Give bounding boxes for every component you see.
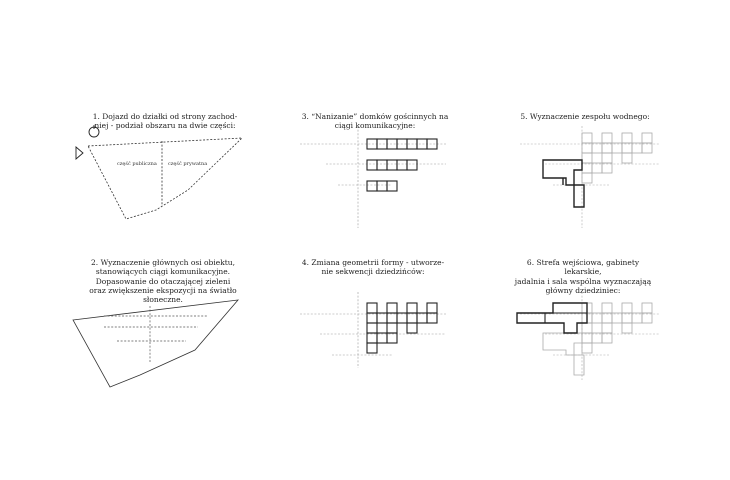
guest-house-module	[622, 313, 632, 323]
water-zone-outline	[543, 333, 584, 375]
step-1-diagram	[76, 125, 242, 219]
house-module	[407, 323, 417, 333]
guest-house-module	[592, 143, 602, 153]
public-zone-label: część publiczna	[117, 161, 157, 167]
guest-house-module	[582, 323, 592, 333]
guest-house-module	[582, 343, 592, 353]
house-module	[387, 181, 397, 191]
house-module	[367, 343, 377, 353]
step-4-diagram	[300, 292, 446, 368]
guest-house-module	[602, 163, 612, 173]
guest-house-module	[612, 143, 622, 153]
guest-house-module	[602, 303, 612, 313]
guest-house-module	[632, 143, 642, 153]
guest-house-module	[602, 133, 612, 143]
guest-house-module	[642, 303, 652, 313]
step-6-diagram	[517, 292, 660, 380]
guest-house-module	[602, 323, 612, 333]
house-module	[377, 139, 387, 149]
house-module	[427, 303, 437, 313]
guest-house-module	[592, 333, 602, 343]
guest-house-module	[602, 143, 612, 153]
house-module	[367, 333, 377, 343]
house-module	[367, 313, 377, 323]
house-module	[367, 303, 377, 313]
guest-house-module	[632, 313, 642, 323]
house-module	[377, 181, 387, 191]
guest-house-module	[622, 303, 632, 313]
guest-house-module	[582, 143, 592, 153]
guest-house-module	[642, 143, 652, 153]
house-module	[397, 160, 407, 170]
house-module	[407, 303, 417, 313]
house-module	[367, 323, 377, 333]
guest-house-module	[592, 313, 602, 323]
house-module	[387, 313, 397, 323]
guest-house-module	[602, 333, 612, 343]
guest-house-module	[582, 133, 592, 143]
entrance-zone-outline	[517, 303, 587, 333]
guest-house-module	[622, 153, 632, 163]
guest-house-module	[602, 313, 612, 323]
step-2-caption: 2. Wyznaczenie głównych osi obiektu, stanowiących ciągi komunikacyjne. Dopasowanie do otaczającej zieleni oraz zwiększenie ekspozycji na światło słoneczne.	[89, 258, 237, 305]
house-module	[417, 313, 427, 323]
step-5-diagram	[520, 126, 660, 228]
guest-house-module	[582, 153, 592, 163]
house-module	[407, 160, 417, 170]
guest-house-module	[642, 133, 652, 143]
guest-house-module	[622, 323, 632, 333]
guest-house-module	[582, 173, 592, 183]
clock-icon	[89, 125, 99, 137]
guest-house-module	[602, 153, 612, 163]
step-5-caption: 5. Wyznaczenie zespołu wodnego:	[520, 112, 650, 122]
guest-house-module	[592, 163, 602, 173]
entry-arrow-icon	[76, 147, 83, 159]
house-module	[387, 303, 397, 313]
guest-house-module	[582, 163, 592, 173]
house-module	[417, 139, 427, 149]
house-module	[427, 313, 437, 323]
guest-house-module	[642, 313, 652, 323]
house-module	[377, 333, 387, 343]
guest-house-module	[612, 313, 622, 323]
site-outline-2	[73, 300, 238, 387]
site-outline	[88, 138, 242, 219]
step-6-caption: 6. Strefa wejściowa, gabinety lekarskie, jadalnia i sala wspólna wyznaczająą główny dziedziniec:	[514, 258, 652, 295]
house-module	[387, 323, 397, 333]
guest-house-module	[622, 133, 632, 143]
step-1-caption: 1. Dojazd do działki od strony zachod- niej - podział obszaru na dwie części:	[92, 112, 238, 131]
step-3-caption: 3. “Nanizanie” domków gościnnych na ciągi komunikacyjne:	[301, 112, 449, 131]
house-module	[377, 160, 387, 170]
house-module	[367, 181, 377, 191]
private-zone-label: część prywatna	[168, 161, 208, 167]
house-module	[397, 313, 407, 323]
step-4-caption: 4. Zmiana geometrii formy - utworze- nie sekwencji dziedzińców:	[301, 258, 445, 277]
house-module	[377, 313, 387, 323]
step-3-diagram	[300, 126, 446, 228]
house-module	[367, 160, 377, 170]
house-module	[387, 333, 397, 343]
house-module	[387, 160, 397, 170]
house-module	[427, 139, 437, 149]
guest-house-module	[582, 333, 592, 343]
house-module	[407, 313, 417, 323]
step-2-diagram	[73, 300, 238, 387]
guest-house-module	[622, 143, 632, 153]
